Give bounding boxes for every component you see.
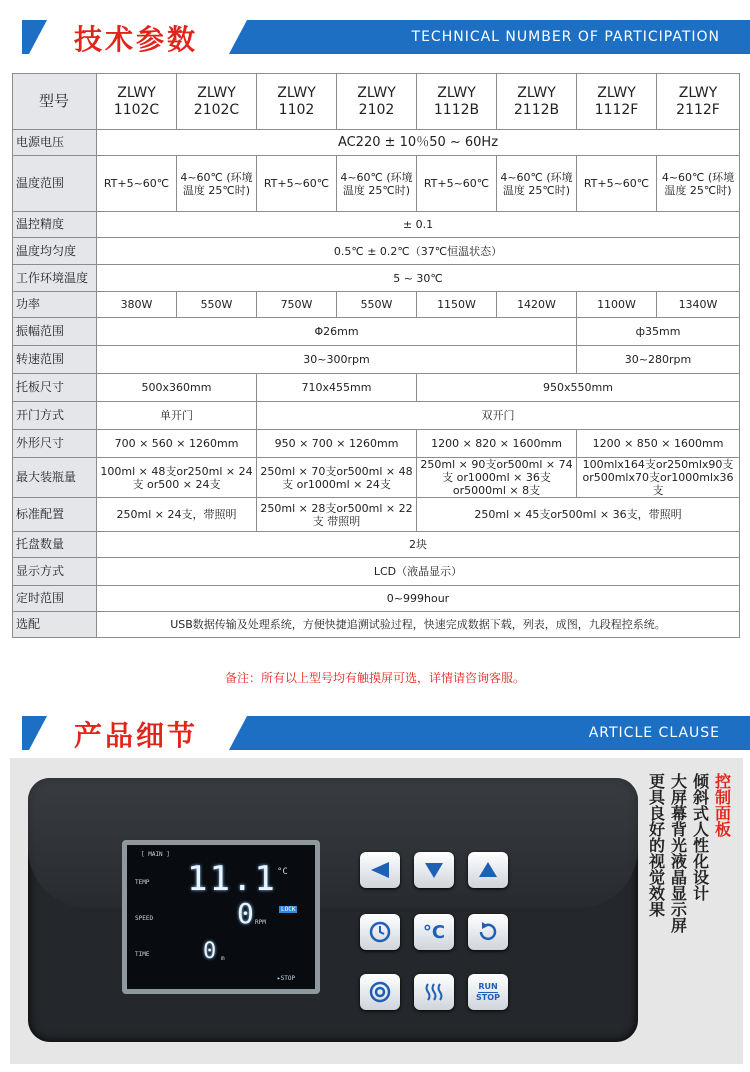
cell-value: 0.5℃ ± 0.2℃（37℃恒温状态） bbox=[97, 238, 740, 265]
section-header-detail bbox=[0, 708, 750, 758]
section-title-en: ARTICLE CLAUSE bbox=[588, 725, 720, 741]
table-row bbox=[13, 430, 740, 458]
cell-value: 710x455mm bbox=[257, 374, 417, 402]
table-row bbox=[13, 265, 740, 292]
cell-value: 1100W bbox=[577, 292, 657, 318]
speed-button[interactable] bbox=[360, 974, 400, 1010]
cell-value: RT+5~60℃ bbox=[97, 156, 177, 212]
section-header-tech bbox=[0, 12, 750, 62]
cell-value: LCD（液晶显示） bbox=[97, 558, 740, 586]
cell-value: 950 × 700 × 1260mm bbox=[257, 430, 417, 458]
left-arrow-icon bbox=[369, 860, 391, 880]
row-label: 温度范围 bbox=[13, 156, 97, 212]
down-arrow-button[interactable] bbox=[414, 852, 454, 888]
row-label: 振幅范围 bbox=[13, 318, 97, 346]
row-label: 标准配置 bbox=[13, 498, 97, 532]
run-label: RUN bbox=[478, 982, 498, 991]
target-icon bbox=[368, 980, 392, 1004]
cell-value: ± 0.1 bbox=[97, 212, 740, 238]
table-row bbox=[13, 612, 740, 638]
cell-value: 750W bbox=[257, 292, 337, 318]
timer-icon bbox=[368, 920, 392, 944]
up-arrow-button[interactable] bbox=[468, 852, 508, 888]
rotation-button[interactable] bbox=[468, 914, 508, 950]
cell-value: USB数据传输及处理系统，方便快捷追溯试验过程，快速完成数据下载，列表，成图，九段程控系统。 bbox=[97, 612, 740, 638]
run-stop-button[interactable] bbox=[468, 974, 508, 1010]
section-title-cn: 技术参数 bbox=[74, 23, 199, 56]
control-panel bbox=[28, 778, 638, 1042]
cell-value: 30~300rpm bbox=[97, 346, 577, 374]
table-row bbox=[13, 532, 740, 558]
stop-label: STOP bbox=[476, 993, 500, 1002]
table-row bbox=[13, 346, 740, 374]
cell-value: 380W bbox=[97, 292, 177, 318]
table-row bbox=[13, 374, 740, 402]
cell-value: 1420W bbox=[497, 292, 577, 318]
cell-value: RT+5~60℃ bbox=[257, 156, 337, 212]
cell-value: 250ml × 28支or500ml × 22支 带照明 bbox=[257, 498, 417, 532]
lcd-speed-unit: RPM bbox=[255, 919, 266, 926]
spec-table bbox=[12, 73, 740, 638]
down-arrow-icon bbox=[423, 860, 445, 880]
model-cell: ZLWY 1112B bbox=[417, 74, 497, 130]
caption-control-panel: 控制面板 bbox=[715, 772, 732, 839]
row-label: 温控精度 bbox=[13, 212, 97, 238]
row-label: 显示方式 bbox=[13, 558, 97, 586]
temperature-button[interactable] bbox=[414, 914, 454, 950]
heat-waves-icon bbox=[422, 980, 446, 1004]
footnote: 备注：所有以上型号均有触摸屏可选，详情请咨询客服。 bbox=[224, 671, 525, 685]
lcd-time-label: TIME bbox=[135, 951, 150, 958]
table-row bbox=[13, 458, 740, 498]
cell-value: 250ml × 24支，带照明 bbox=[97, 498, 257, 532]
cell-value: 2块 bbox=[97, 532, 740, 558]
lcd-speed-value: 0 bbox=[237, 897, 254, 930]
model-cell: ZLWY 1112F bbox=[577, 74, 657, 130]
cell-value: ф35mm bbox=[577, 318, 740, 346]
table-row bbox=[13, 156, 740, 212]
table-row bbox=[13, 212, 740, 238]
cell-value: 250ml × 45支or500ml × 36支，带照明 bbox=[417, 498, 740, 532]
lcd-stop-indicator: ▸STOP bbox=[277, 975, 296, 982]
table-row bbox=[13, 318, 740, 346]
row-label: 功率 bbox=[13, 292, 97, 318]
lcd-screen bbox=[122, 840, 320, 994]
cell-value: 1340W bbox=[657, 292, 740, 318]
table-row bbox=[13, 586, 740, 612]
cell-value: 500x360mm bbox=[97, 374, 257, 402]
table-row bbox=[13, 498, 740, 532]
cell-value: 5 ~ 30℃ bbox=[97, 265, 740, 292]
table-row bbox=[13, 74, 740, 130]
cell-value: 30~280rpm bbox=[577, 346, 740, 374]
cell-value: RT+5~60℃ bbox=[417, 156, 497, 212]
row-label: 最大装瓶量 bbox=[13, 458, 97, 498]
section-title-en: TECHNICAL NUMBER OF PARTICIPATION bbox=[411, 29, 720, 45]
up-arrow-icon bbox=[477, 860, 499, 880]
model-label: 型号 bbox=[13, 74, 97, 130]
cell-value: AC220 ± 10％50 ~ 60Hz bbox=[97, 130, 740, 156]
model-cell: ZLWY 2102 bbox=[337, 74, 417, 130]
cell-value: Φ26mm bbox=[97, 318, 577, 346]
model-cell: ZLWY 1102 bbox=[257, 74, 337, 130]
section-title-cn: 产品细节 bbox=[74, 719, 199, 752]
row-label: 托板尺寸 bbox=[13, 374, 97, 402]
cell-value: 1200 × 820 × 1600mm bbox=[417, 430, 577, 458]
row-label: 电源电压 bbox=[13, 130, 97, 156]
cell-value: 550W bbox=[177, 292, 257, 318]
celsius-icon: °C bbox=[422, 921, 446, 943]
row-label: 温度均匀度 bbox=[13, 238, 97, 265]
row-label: 定时范围 bbox=[13, 586, 97, 612]
cell-value: 4~60℃ (环境温度 25℃时) bbox=[657, 156, 740, 212]
lcd-speed-label: SPEED bbox=[135, 915, 154, 922]
cell-value: 1150W bbox=[417, 292, 497, 318]
cell-value: RT+5~60℃ bbox=[577, 156, 657, 212]
cell-value: 100ml × 48支or250ml × 24支 or500 × 24支 bbox=[97, 458, 257, 498]
cell-value: 250ml × 90支or500ml × 74支 or1000ml × 36支 or5000ml × 8支 bbox=[417, 458, 577, 498]
cell-value: 单开门 bbox=[97, 402, 257, 430]
cell-value: 4~60℃ (环境温度 25℃时) bbox=[177, 156, 257, 212]
table-row bbox=[13, 238, 740, 265]
cell-value: 700 × 560 × 1260mm bbox=[97, 430, 257, 458]
rotate-icon bbox=[476, 920, 500, 944]
heating-button[interactable] bbox=[414, 974, 454, 1010]
lcd-time-unit: m bbox=[221, 955, 225, 962]
cell-value: 0~999hour bbox=[97, 586, 740, 612]
lcd-time-value: 0 bbox=[203, 939, 217, 964]
row-label: 外形尺寸 bbox=[13, 430, 97, 458]
caption-visual-effect: 更具良好的视觉效果 bbox=[649, 772, 666, 919]
caption-tilt-design: 倾斜式人性化设计 bbox=[693, 772, 710, 903]
model-cell: ZLWY 2112B bbox=[497, 74, 577, 130]
cell-value: 100mlx164支or250mlx90支 or500mlx70支or1000mlx36支 bbox=[577, 458, 740, 498]
row-label: 工作环境温度 bbox=[13, 265, 97, 292]
cell-value: 1200 × 850 × 1600mm bbox=[577, 430, 740, 458]
table-row bbox=[13, 292, 740, 318]
cell-value: 4~60℃ (环境温度 25℃时) bbox=[497, 156, 577, 212]
model-cell: ZLWY 1102C bbox=[97, 74, 177, 130]
timer-button[interactable] bbox=[360, 914, 400, 950]
row-label: 开门方式 bbox=[13, 402, 97, 430]
caption-backlit-lcd: 大屏幕背光液晶显示屏 bbox=[671, 772, 688, 935]
left-arrow-button[interactable] bbox=[360, 852, 400, 888]
table-row bbox=[13, 558, 740, 586]
lcd-temp-unit: °C bbox=[277, 867, 288, 877]
cell-value: 950x550mm bbox=[417, 374, 740, 402]
model-cell: ZLWY 2102C bbox=[177, 74, 257, 130]
row-label: 选配 bbox=[13, 612, 97, 638]
cell-value: 双开门 bbox=[257, 402, 740, 430]
row-label: 托盘数量 bbox=[13, 532, 97, 558]
lcd-lock-badge: LOCK bbox=[281, 906, 296, 913]
model-cell: ZLWY 2112F bbox=[657, 74, 740, 130]
panel-gloss bbox=[28, 778, 638, 908]
table-row bbox=[13, 402, 740, 430]
cell-value: 4~60℃ (环境温度 25℃时) bbox=[337, 156, 417, 212]
cell-value: 550W bbox=[337, 292, 417, 318]
cell-value: 250ml × 70支or500ml × 48支 or1000ml × 24支 bbox=[257, 458, 417, 498]
lcd-header: [ MAIN ] bbox=[141, 851, 170, 858]
table-row bbox=[13, 130, 740, 156]
lcd-temp-label: TEMP bbox=[135, 879, 150, 886]
product-photo bbox=[10, 758, 743, 1064]
row-label: 转速范围 bbox=[13, 346, 97, 374]
lcd-temp-value: 11.1 bbox=[187, 859, 277, 899]
